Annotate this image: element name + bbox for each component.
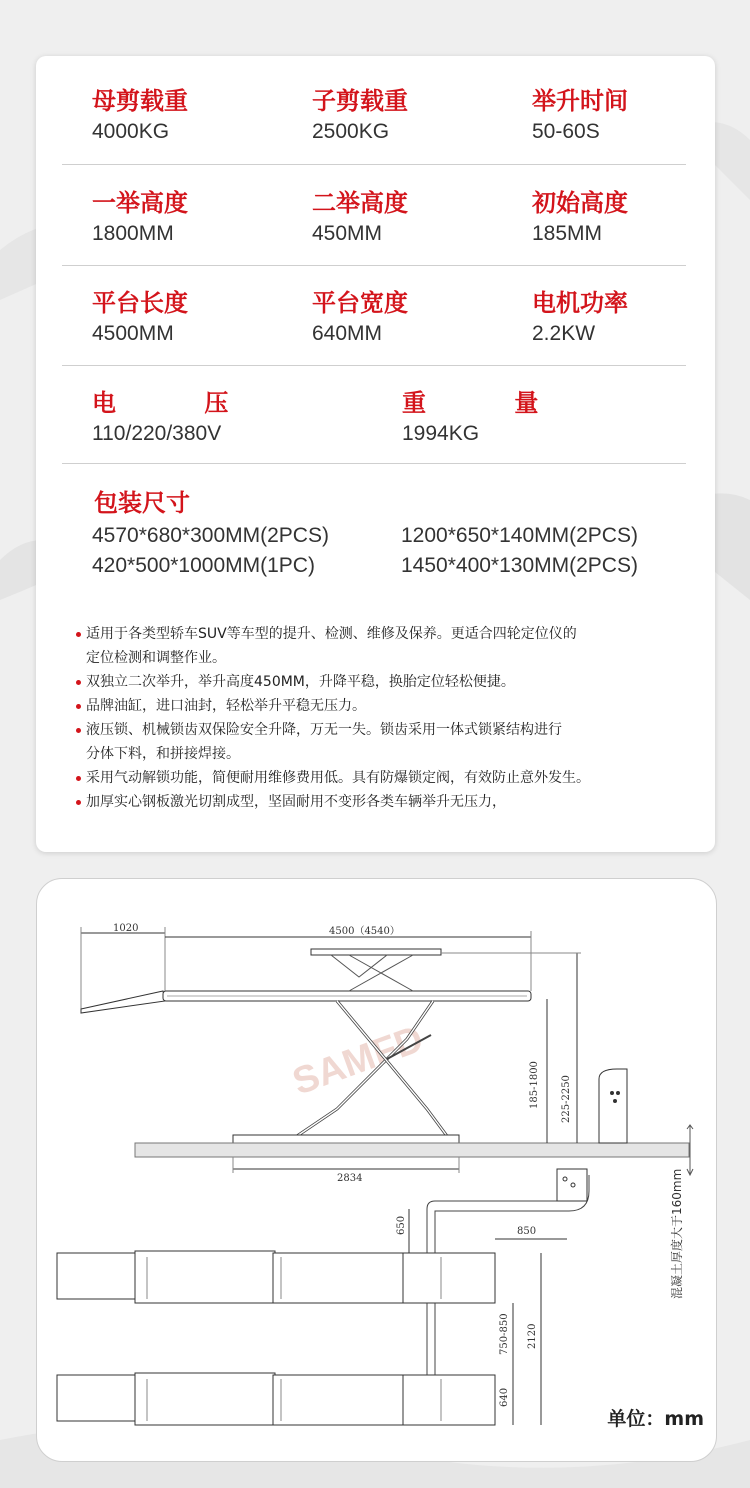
spec-value: 50-60S [532,120,600,143]
spec-label: 母剪载重 [92,87,188,115]
spec-value: 450MM [312,222,383,245]
technical-drawing [37,879,716,1461]
packing-item: 420*500*1000MM(1PC) [92,554,315,577]
spec-value: 110/220/380V [92,422,222,445]
spec-label: 平台宽度 [312,289,408,317]
spec-item-main-load [92,86,188,145]
spec-label: 子剪载重 [312,87,408,115]
spec-item-first-lift [92,188,188,247]
packing-item: 4570*680*300MM(2PCS) [92,524,329,547]
feature-item: 品牌油缸，进口油封，轻松举升平稳无压力。 [76,694,696,718]
spec-label: 一举高度 [92,189,188,217]
spec-value: 4000KG [92,120,170,143]
dim-base: 2834 [337,1173,363,1184]
dim-lift-range: 185-1800 [529,1061,540,1109]
spec-item-platform-width [312,288,408,347]
divider [62,164,686,165]
packing-label: 包装尺寸 [94,489,190,517]
feature-item: 液压锁、机械锁齿双保险安全升降，万无一失。锁齿采用一体式锁紧结构进行 [76,718,696,742]
spec-label: 电机功率 [532,289,628,317]
feature-item: 双独立二次举升，举升高度450MM，升降平稳，换胎定位轻松便捷。 [76,670,696,694]
dim-pipe-w: 850 [517,1226,537,1237]
divider [62,265,686,266]
dim-gap: 750-850 [499,1313,510,1355]
feature-item-continuation: 定位检测和调整作业。 [86,650,226,666]
spec-value: 640MM [312,322,383,345]
spec-value: 185MM [532,222,603,245]
spec-label: 平台长度 [92,289,188,317]
feature-item: 采用气动解锁功能，简便耐用维修费用低。具有防爆锁定阀，有效防止意外发生。 [76,766,696,790]
packing-item: 1450*400*130MM(2PCS) [401,554,638,577]
unit-label: 单位：mm [607,1408,704,1430]
concrete-note: 混凝土厚度大于160mm [670,1168,684,1299]
watermark: SAMFD [287,1017,429,1104]
spec-item-platform-length [92,288,188,347]
bullet-icon [76,680,81,685]
spec-card [36,56,715,852]
feature-list [76,622,696,814]
spec-item-motor-power [532,288,628,347]
dim-width-total: 2120 [527,1323,538,1349]
bullet-icon [76,776,81,781]
divider [62,365,686,366]
spec-item-sub-load [312,86,408,145]
dim-ramp: 1020 [113,923,139,934]
dim-platform-w: 640 [499,1387,510,1407]
spec-item-second-lift [312,188,408,247]
bullet-icon [76,704,81,709]
spec-value: 1994KG [402,422,480,445]
feature-item: 适用于各类型轿车SUV等车型的提升、检测、维修及保养。更适合四轮定位仪的 [76,622,696,646]
spec-item-voltage [92,388,268,447]
divider [62,463,686,464]
spec-item-weight [402,388,578,447]
spec-item-initial-height [532,188,628,247]
bullet-icon [76,632,81,637]
spec-value: 2.2KW [532,322,596,345]
bullet-icon [76,800,81,805]
feature-item: 加厚实心钢板激光切割成型，坚固耐用不变形各类车辆举升无压力， [76,790,696,814]
dim-total-range: 225-2250 [561,1075,572,1123]
spec-value: 1800MM [92,222,174,245]
spec-label: 初始高度 [532,189,628,217]
dim-platform: 4500（4540） [329,926,400,937]
bullet-icon [76,728,81,733]
spec-item-lift-time [532,86,628,145]
technical-drawing-card [36,878,717,1462]
packing-item: 1200*650*140MM(2PCS) [401,524,638,547]
spec-label: 二举高度 [312,189,408,217]
spec-label: 举升时间 [532,87,628,115]
spec-value: 2500KG [312,120,390,143]
spec-label: 重 量 [402,389,579,417]
spec-value: 4500MM [92,322,174,345]
feature-item-continuation: 分体下料，和拼接焊接。 [86,746,240,762]
dim-pipe-h: 650 [396,1215,407,1235]
spec-label: 电 压 [92,389,269,417]
